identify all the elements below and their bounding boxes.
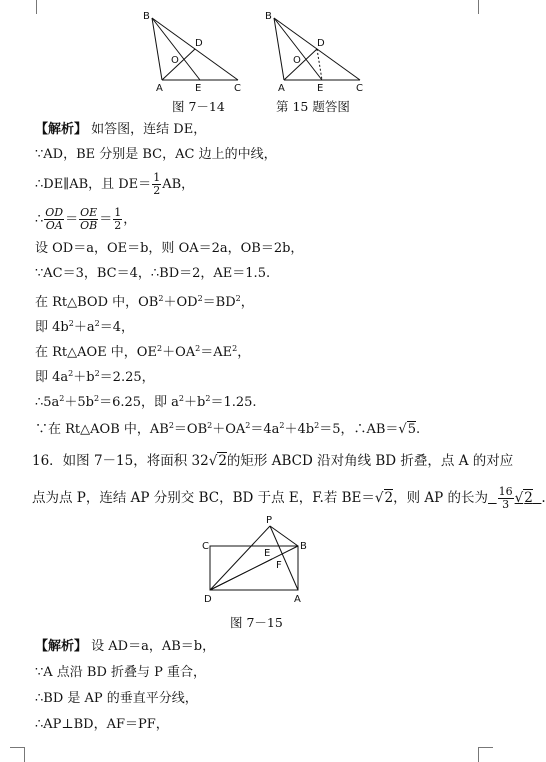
label-A: A <box>156 83 163 94</box>
solution-15-line-11: ∵在 Rt△AOB 中，$AB^2=OB^2+OA^2=4a^2+4b^2=5$，∴AB＝√5. <box>35 421 421 437</box>
segment-BA <box>274 18 284 80</box>
solution-16-intro: 【解析】 设 AD＝a，AB＝b， <box>35 639 216 654</box>
label-C: C <box>356 83 363 94</box>
caption-figure-7-14: 图 7－14 <box>172 99 225 114</box>
figure-answer-15 <box>262 8 372 92</box>
label-C: C <box>234 83 241 94</box>
solution-15-line-9: 即 $4a^2+b^2=2.25$， <box>35 369 155 385</box>
solution-15-line-3: ∴ $\frac{OD}{OA}$ ＝ $\frac{OE}{OB}$ ＝ $\frac{1}{2}$ ， <box>35 206 137 232</box>
segment-BE <box>152 18 200 80</box>
solution-16-line-1: ∵A 点沿 BD 折叠与 P 重合， <box>35 665 207 680</box>
corner-mark-top-right <box>478 0 493 14</box>
fraction-half-2: $\frac{1}{2}$ <box>114 206 122 232</box>
label-F: F <box>276 560 282 571</box>
label-B: B <box>143 11 150 22</box>
caption-figure-7-15: 图 7－15 <box>230 615 283 630</box>
fraction-oe-ob: $\frac{OE}{OB}$ <box>80 206 98 232</box>
label-P: P <box>266 515 273 526</box>
answer-blank: $\frac{16}{3}$ √2 <box>498 485 533 511</box>
corner-mark-bottom-right <box>478 747 493 762</box>
solution-15-line-7: 即 $4b^2+a^2=4$， <box>35 319 134 335</box>
solution-15-line-8: 在 Rt△AOE 中，$OE^2+OA^2=AE^2$， <box>35 344 251 360</box>
solution-15-line-5: ∵AC＝3，BC＝4，∴BD＝2，AE＝1.5. <box>35 266 271 281</box>
solution-15-line-10: $\therefore 5a^2+5b^2=6.25$，即 $a^2+b^2=1.25$. <box>35 394 257 410</box>
corner-mark-top-left <box>22 0 37 14</box>
fraction-half: $\frac{1}{2}$ <box>153 171 161 197</box>
label-D: D <box>317 38 325 49</box>
label-A: A <box>294 594 301 605</box>
solution-15-line-1: ∵AD，BE 分别是 BC，AC 边上的中线， <box>35 147 277 162</box>
label-B: B <box>300 541 307 552</box>
solution-15-line-6: 在 Rt△BOD 中，$OB^2+OD^2=BD^2$， <box>35 294 254 310</box>
label-E: E <box>195 83 202 94</box>
question-16-line-1: 16．如图 7－15，将面积 32√2的矩形 ABCD 沿对角线 BD 折叠，点 A 的对应 <box>32 453 514 469</box>
question-16-line-2: 点为点 P，连结 AP 分别交 BC，BD 于点 E，F.若 BE＝√2，则 AP 的长为 $\frac{16}{3}$ √2 . <box>32 485 546 511</box>
corner-mark-bottom-left <box>10 747 25 762</box>
label-E: E <box>264 548 271 559</box>
label-E: E <box>317 83 324 94</box>
segment-DP <box>210 526 270 590</box>
segment-BA <box>152 18 162 80</box>
segment-BE <box>274 18 322 80</box>
label-D: D <box>204 594 212 605</box>
label-C: C <box>202 541 209 552</box>
label-B: B <box>265 11 272 22</box>
caption-answer-figure-15: 第 15 题答图 <box>276 99 350 114</box>
figure-7-14 <box>140 8 250 92</box>
label-A: A <box>278 83 285 94</box>
label-O: O <box>171 55 179 66</box>
label-D: D <box>195 38 203 49</box>
figure-7-15 <box>196 512 316 606</box>
solution-15-line-2: ∴DE∥AB，且 DE＝ $\frac{1}{2}$ AB， <box>35 171 195 197</box>
label-O: O <box>293 55 301 66</box>
fraction-od-oa: $\frac{OD}{OA}$ <box>45 206 64 232</box>
segment-DE-dashed <box>317 49 322 80</box>
solution-16-line-3: ∴AP⊥BD，AF＝PF， <box>35 717 169 732</box>
segment-DF <box>210 559 272 590</box>
solution-15-intro: 【解析】 如答图，连结 DE， <box>35 122 207 137</box>
solution-15-line-4: 设 OD＝a，OE＝b，则 OA＝2a，OB＝2b， <box>35 241 304 256</box>
solution-16-line-2: ∴BD 是 AP 的垂直平分线， <box>35 691 198 706</box>
